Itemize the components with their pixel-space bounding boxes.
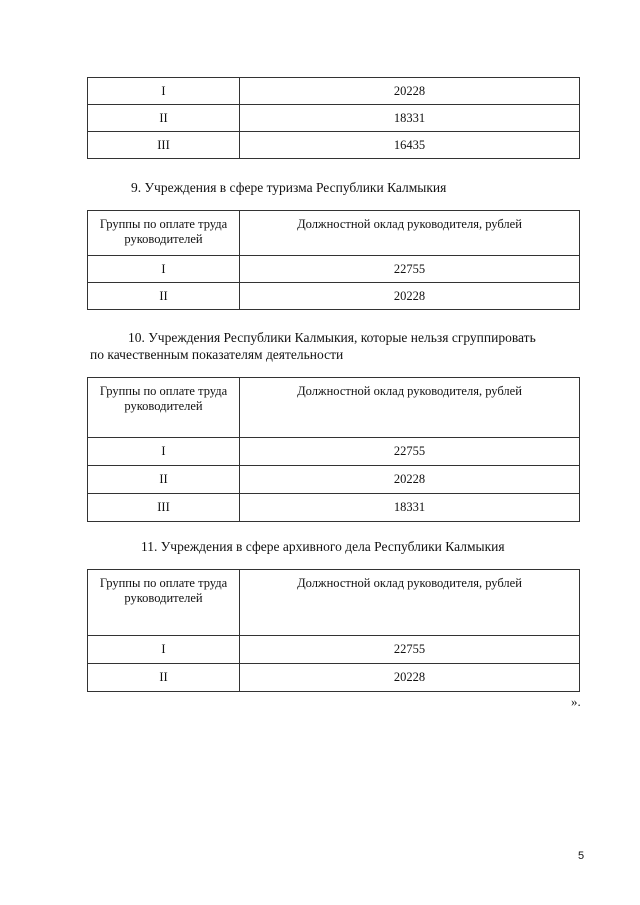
table-row	[88, 636, 580, 664]
salary-table-tourism	[87, 210, 580, 310]
salary-cell: 20228	[240, 664, 580, 692]
table-row	[88, 256, 580, 283]
salary-table-archives	[87, 569, 580, 692]
table-header-row	[88, 211, 580, 256]
table-row	[88, 664, 580, 692]
salary-cell: 18331	[240, 494, 580, 522]
table-header-row	[88, 570, 580, 636]
column-header-group: Группы по оплате труда руководителей	[88, 570, 240, 636]
section-9-heading: 9. Учреждения в сфере туризма Республики Калмыкия	[131, 180, 447, 195]
salary-cell: 20228	[240, 466, 580, 494]
salary-cell: 22755	[240, 636, 580, 664]
closing-quote: ».	[571, 694, 581, 709]
group-cell: I	[88, 438, 240, 466]
salary-cell: 22755	[240, 438, 580, 466]
group-cell: I	[88, 78, 240, 105]
table-row	[88, 438, 580, 466]
column-header-salary: Должностной оклад руководителя, рублей	[240, 211, 580, 256]
column-header-group: Группы по оплате труда руководителей	[88, 211, 240, 256]
group-cell: II	[88, 283, 240, 310]
table-row	[88, 105, 580, 132]
table-row	[88, 132, 580, 159]
column-header-salary: Должностной оклад руководителя, рублей	[240, 378, 580, 438]
group-cell: II	[88, 664, 240, 692]
section-10-heading-line2: по качественным показателям деятельности	[90, 347, 344, 362]
salary-table-ungrouped	[87, 377, 580, 522]
group-cell: III	[88, 132, 240, 159]
group-cell: III	[88, 494, 240, 522]
page-number: 5	[578, 850, 585, 862]
table-row	[88, 283, 580, 310]
salary-cell: 20228	[240, 283, 580, 310]
salary-cell: 22755	[240, 256, 580, 283]
salary-cell: 20228	[240, 78, 580, 105]
table-row	[88, 78, 580, 105]
table-row	[88, 494, 580, 522]
group-cell: I	[88, 636, 240, 664]
column-header-group: Группы по оплате труда руководителей	[88, 378, 240, 438]
salary-cell: 18331	[240, 105, 580, 132]
section-10-heading-line1: 10. Учреждения Республики Калмыкия, которые нельзя сгруппировать	[128, 330, 536, 345]
section-11-heading: 11. Учреждения в сфере архивного дела Республики Калмыкия	[141, 539, 505, 554]
group-cell: I	[88, 256, 240, 283]
column-header-salary: Должностной оклад руководителя, рублей	[240, 570, 580, 636]
table-row	[88, 466, 580, 494]
table-header-row	[88, 378, 580, 438]
group-cell: II	[88, 105, 240, 132]
group-cell: II	[88, 466, 240, 494]
salary-cell: 16435	[240, 132, 580, 159]
salary-table-continued	[87, 77, 580, 159]
